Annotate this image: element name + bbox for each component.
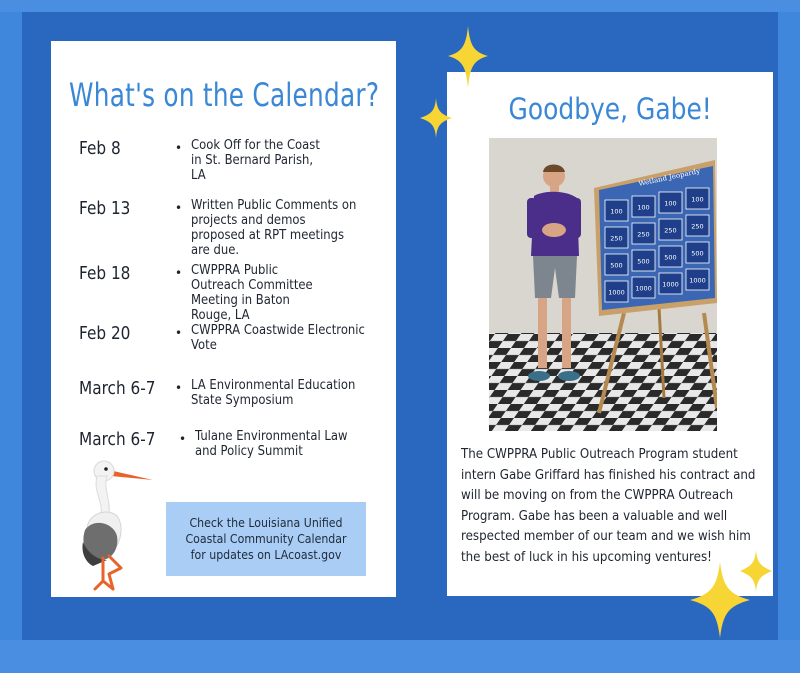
event-date: Feb 8 — [79, 138, 121, 159]
board-tile-value: 1000 — [662, 280, 679, 289]
goodbye-body: The CWPPRA Public Outreach Program student intern Gabe Griffard has finished his contract and will be moving on from the CWPPRA Outreach Program. Gabe has been a valuable and well respected member of our team and we wish him the best of luck in his upcoming ventures! — [461, 446, 756, 565]
board-tile-value: 250 — [691, 222, 704, 231]
event-text: Cook Off for the Coast in St. Bernard Parish, LA — [191, 137, 320, 183]
event-date: March 6-7 — [79, 429, 156, 450]
board-tile-value: 500 — [664, 253, 677, 262]
board-tile-value: 500 — [691, 249, 704, 258]
bullet-icon: • — [175, 141, 183, 155]
event-date: Feb 20 — [79, 323, 131, 344]
goodbye-title-text: Goodbye, Gabe! — [508, 92, 712, 126]
sparkle-icon — [416, 96, 456, 140]
board-tile-value: 100 — [664, 199, 677, 208]
board-tile-value: 100 — [610, 207, 623, 216]
stork-icon — [73, 456, 153, 591]
board-tile-value: 500 — [637, 257, 650, 266]
board-tile-value: 250 — [664, 226, 677, 235]
board-tile-value: 1000 — [689, 276, 706, 285]
board-tile-value: 1000 — [635, 284, 652, 293]
goodbye-card — [447, 72, 773, 596]
board-tile-value: 500 — [610, 261, 623, 270]
sparkle-icon — [686, 560, 756, 640]
bullet-icon: • — [175, 201, 183, 215]
board-tile-value: 1000 — [608, 288, 625, 297]
goodbye-photo — [489, 138, 717, 431]
board-tile-value: 100 — [637, 203, 650, 212]
event-text: Written Public Comments on projects and demos proposed at RPT meetings are due. — [191, 197, 357, 258]
event-text: CWPPRA Coastwide Electronic Vote — [191, 322, 365, 353]
background-strip-top — [0, 0, 800, 12]
event-date: March 6-7 — [79, 378, 156, 399]
bullet-icon: • — [179, 432, 187, 446]
goodbye-title — [447, 92, 773, 126]
calendar-notice — [166, 502, 366, 576]
calendar-title: What's on the Calendar? — [69, 76, 380, 114]
event-text: CWPPRA Public Outreach Committee Meeting in Baton Rouge, LA — [191, 262, 313, 323]
notice-text: Check the Louisiana Unified Coastal Community Calendar for updates on LAcoast.gov — [185, 515, 347, 562]
board-tile-value: 100 — [691, 195, 704, 204]
calendar-card — [51, 41, 396, 597]
board-tile-value: 250 — [610, 234, 623, 243]
sparkle-icon — [432, 22, 492, 102]
bullet-icon: • — [175, 326, 183, 340]
event-date: Feb 13 — [79, 198, 131, 219]
event-text: Tulane Environmental Law and Policy Summit — [195, 428, 348, 459]
bullet-icon: • — [175, 266, 183, 280]
bullet-icon: • — [175, 381, 183, 395]
board-title: Wetland Jeopardy — [637, 167, 701, 188]
board-tile-value: 250 — [637, 230, 650, 239]
background-strip-bottom — [0, 640, 800, 673]
event-date: Feb 18 — [79, 263, 131, 284]
event-text: LA Environmental Education State Symposium — [191, 377, 356, 408]
